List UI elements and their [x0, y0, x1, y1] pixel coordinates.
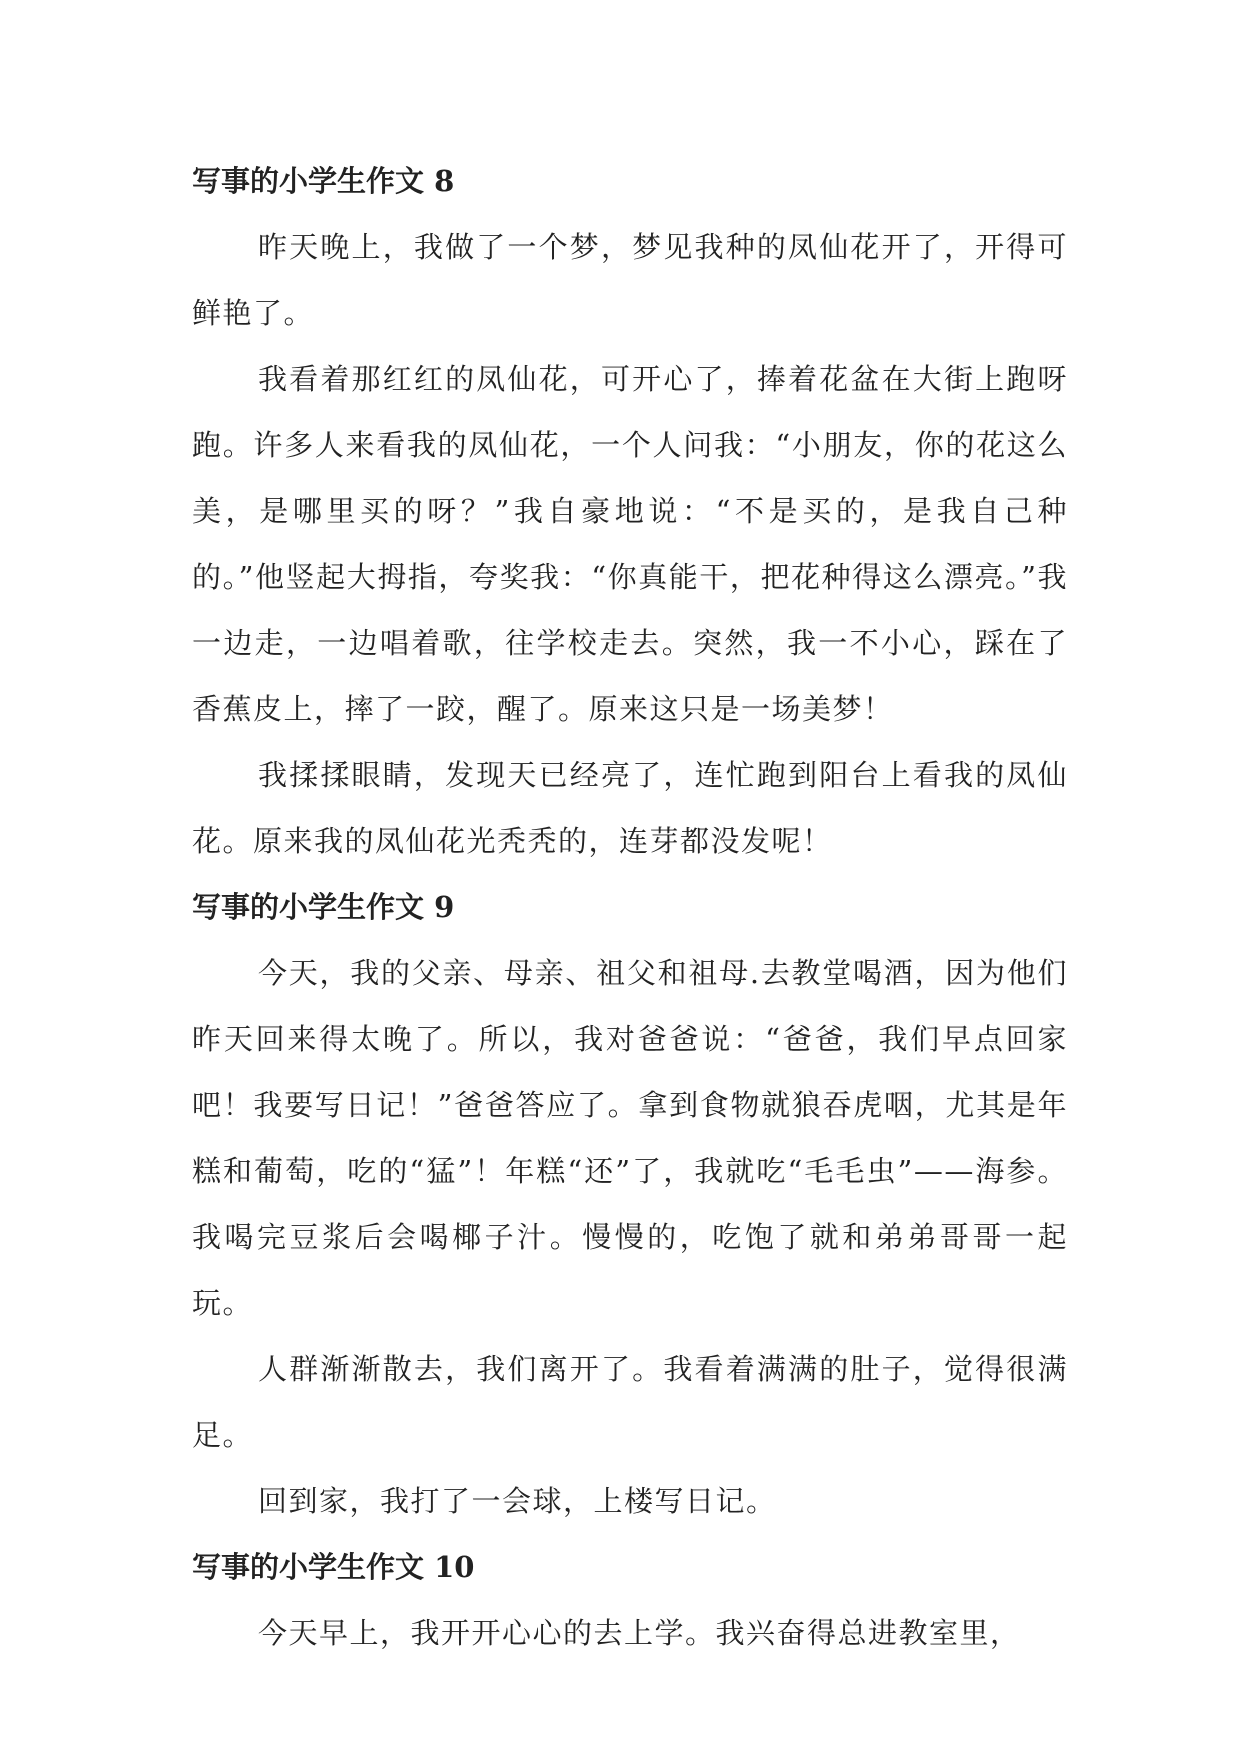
essay-paragraph: 今天早上，我开开心心的去上学。我兴奋得总进教室里，: [258, 1616, 1021, 1650]
essay-title: 写事的小学生作文 10: [192, 1550, 475, 1584]
essay-10: [192, 1534, 1068, 1666]
essay-paragraph: 人群渐渐散去，我们离开了。我看着满满的肚子，觉得很满足。: [192, 1352, 1068, 1452]
essay-paragraph: 今天，我的父亲、母亲、祖父和祖母.去教堂喝酒，因为他们昨天回来得太晚了。所以，我对爸爸说：“爸爸，我们早点回家吧！我要写日记！”爸爸答应了。拿到食物就狼吞虎咽，尤其是年糕和葡萄，吃的“猛”！年糕“还”了，我就吃“毛毛虫”——海参。我喝完豆浆后会喝椰子汁。慢慢的，吃饱了就和弟弟哥哥一起玩。: [192, 956, 1068, 1320]
essay-paragraph: 我揉揉眼睛，发现天已经亮了，连忙跑到阳台上看我的凤仙花。原来我的凤仙花光秃秃的，连芽都没发呢！: [192, 758, 1068, 858]
essay-9: [192, 874, 1068, 1534]
essay-title: 写事的小学生作文 9: [192, 890, 455, 924]
essay-8: [192, 148, 1068, 874]
essay-title: 写事的小学生作文 8: [192, 164, 455, 198]
essay-paragraph: 我看着那红红的凤仙花，可开心了，捧着花盆在大街上跑呀跑。许多人来看我的凤仙花，一个人问我：“小朋友，你的花这么美，是哪里买的呀？”我自豪地说：“不是买的，是我自己种的。”他竖起大拇指，夸奖我：“你真能干，把花种得这么漂亮。”我一边走，一边唱着歌，往学校走去。突然，我一不小心，踩在了香蕉皮上，摔了一跤，醒了。原来这只是一场美梦！: [192, 362, 1068, 726]
document-page: [192, 148, 1068, 1666]
essay-paragraph: 回到家，我打了一会球，上楼写日记。: [258, 1484, 777, 1518]
essay-paragraph: 昨天晚上，我做了一个梦，梦见我种的凤仙花开了，开得可鲜艳了。: [192, 230, 1068, 330]
